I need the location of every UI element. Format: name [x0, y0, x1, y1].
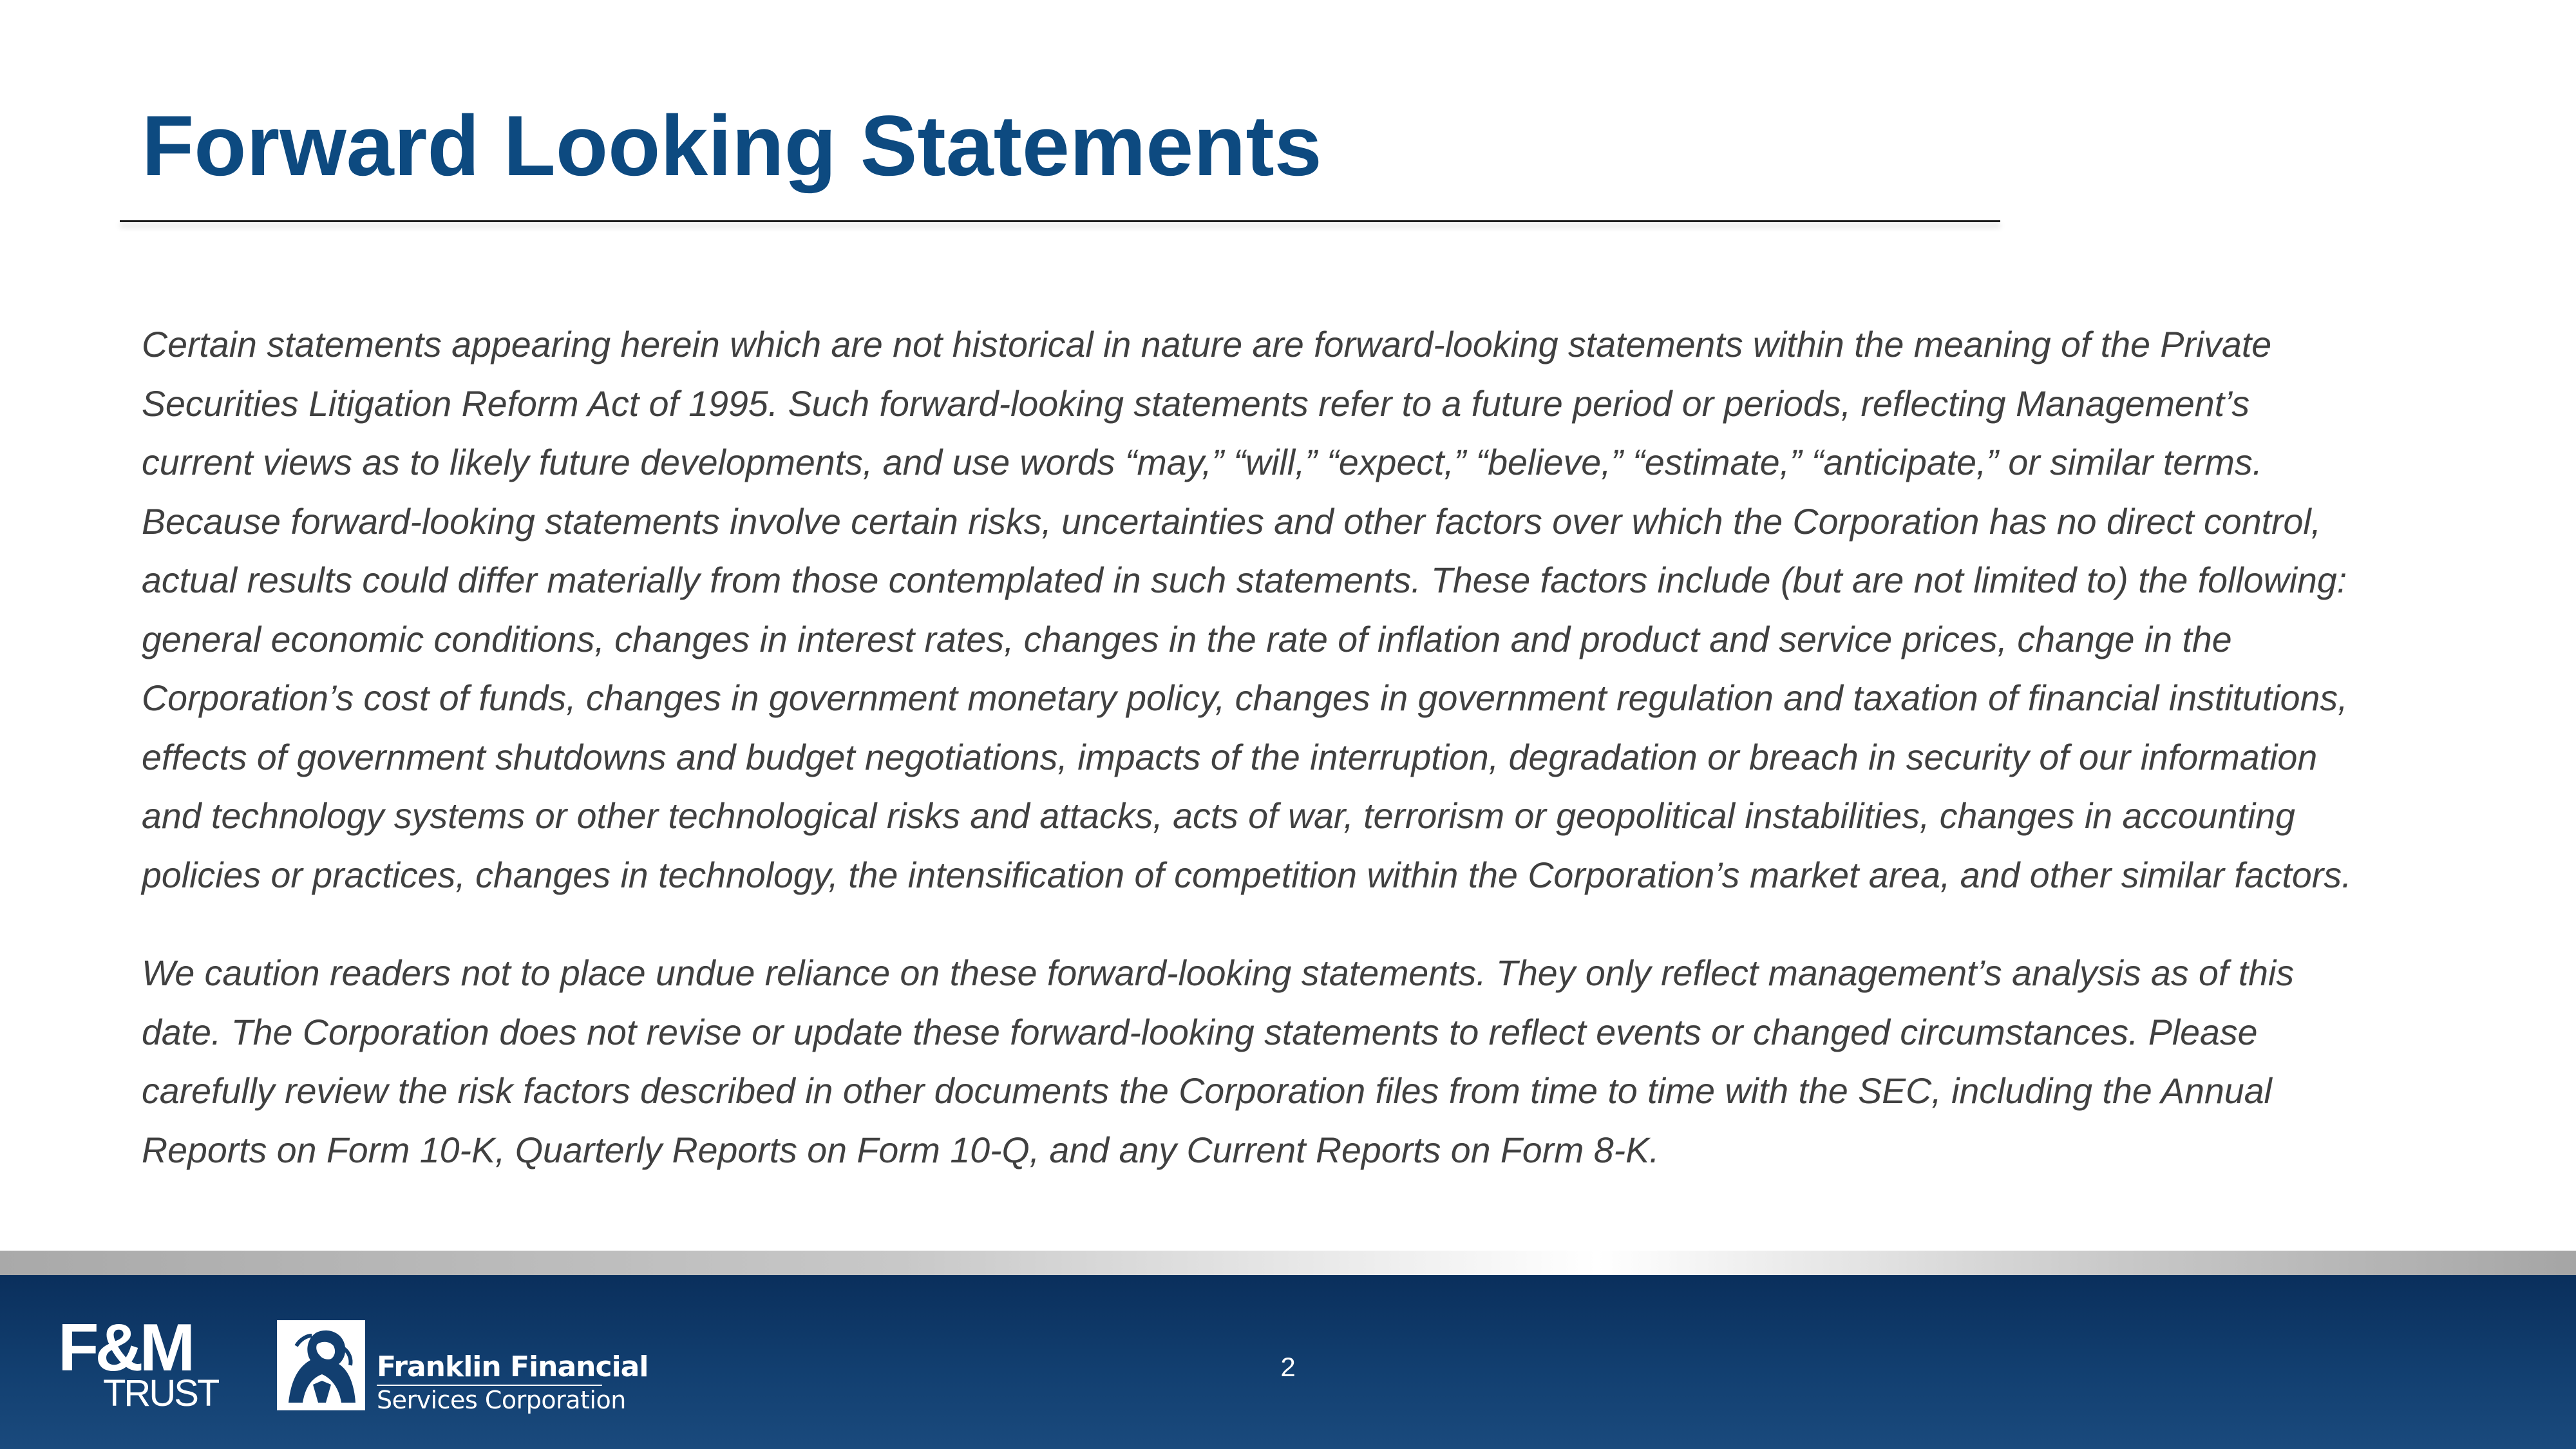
disclaimer-paragraph-1: Certain statements appearing herein which are not historical in nature are forward-looking statements within the meaning of the Private Securities Litigation Reform Act of 1995. Such forward-looking statements refer to a future period or periods, reflecting Management’s current views as to likely future developments, and use words “may,” “will,” “expect,” “believe,” “estimate,” “anticipate,” or similar terms. Because forward-looking statements involve certain risks, uncertainties and other factors over which the Corporation has no direct control, actual results could differ materially from those contemplated in such statements. These factors include (but are not limited to) the following: general economic conditions, changes in interest rates, changes in the rate of inflation and product and service prices, change in the Corporation’s cost of funds, changes in government monetary policy, changes in government regulation and taxation of financial institutions, effects of government shutdowns and budget negotiations, impacts of the interruption, degradation or breach in security of our information and technology systems or other technological risks and attacks, acts of war, terrorism or geopolitical instabilities, changes in accounting policies or practices, changes in technology, the intensification of competition within the Corporation’s market area, and other similar factors. — [142, 325, 2352, 895]
fm-trust-logo — [58, 1311, 225, 1414]
page-number: 2 — [1280, 1352, 1296, 1382]
ffsc-logo-name: Franklin Financial — [377, 1350, 649, 1383]
disclaimer-paragraph-2: We caution readers not to place undue reliance on these forward-looking statements. They only reflect management’s analysis as of this date. The Corporation does not revise or update these forward-looking statements to reflect events or changed circumstances. Please carefully review the risk factors described in other documents the Corporation files from time to time with the SEC, including the Annual Reports on Form 10-K, Quarterly Reports on Form 10-Q, and any Current Reports on Form 8-K. — [142, 953, 2295, 1170]
title-divider — [120, 220, 2000, 222]
fm-logo-letters: F&M — [58, 1311, 192, 1385]
franklin-portrait-emblem-icon — [277, 1320, 365, 1410]
ffsc-logo-subtitle: Services Corporation — [377, 1386, 626, 1414]
fm-logo-word: TRUST — [103, 1372, 218, 1414]
slide-title: Forward Looking Statements — [142, 99, 1322, 194]
footer-accent-band — [0, 1251, 2576, 1275]
